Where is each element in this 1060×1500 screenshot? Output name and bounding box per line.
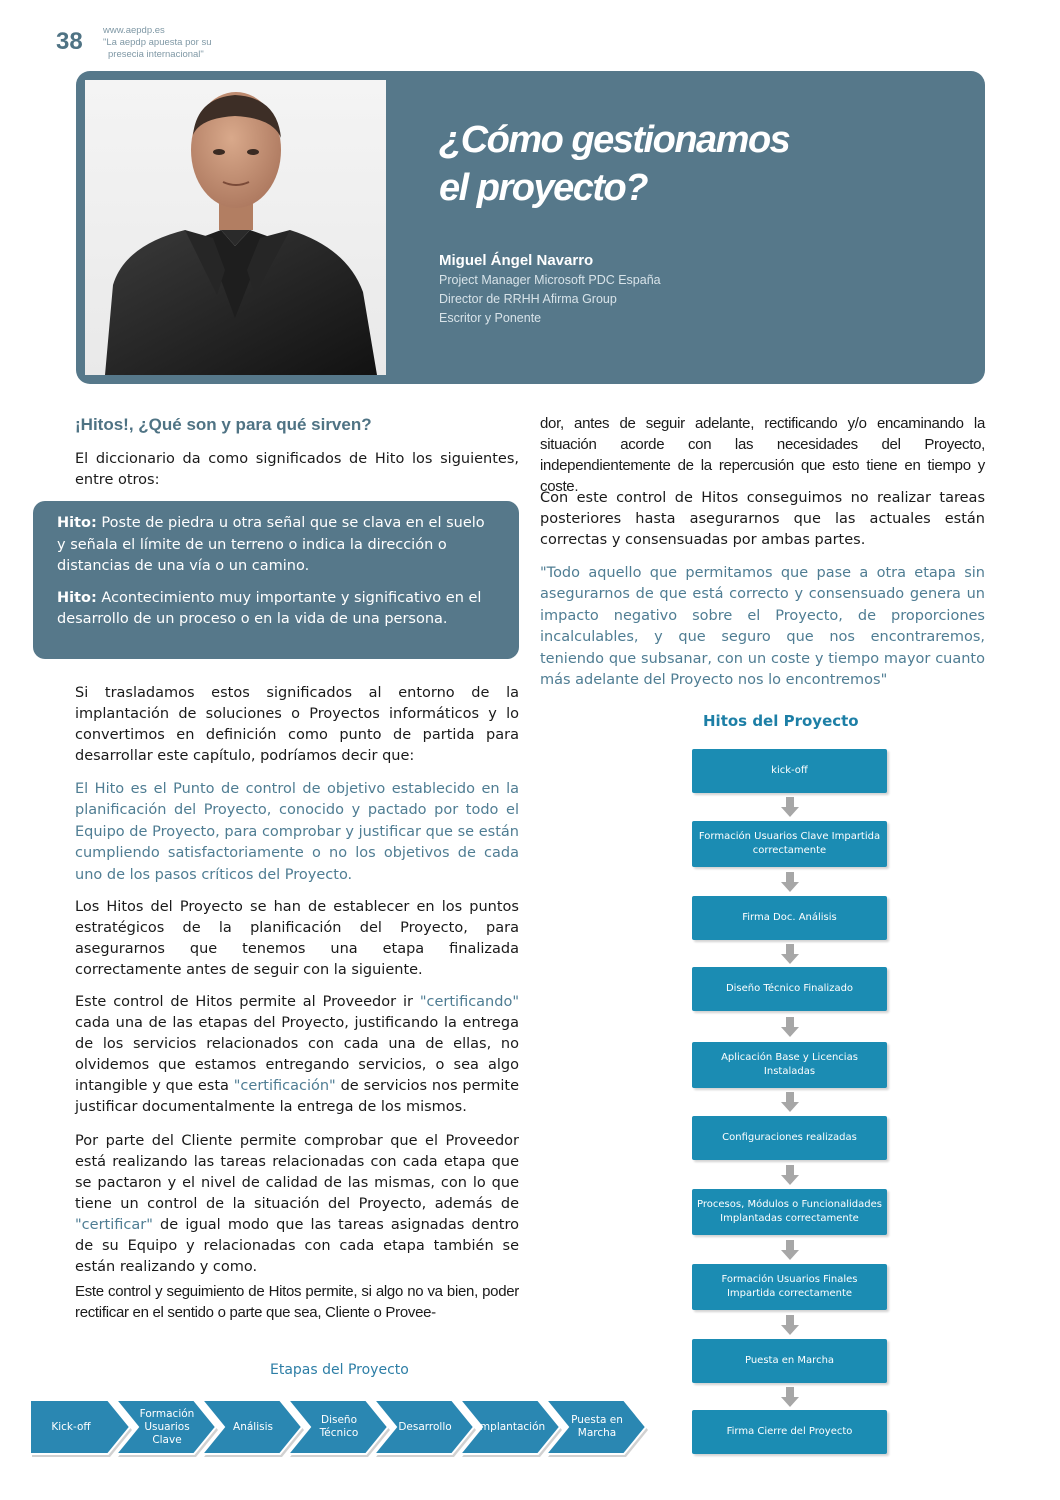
site-url[interactable]: www.aepdp.es: [103, 25, 165, 36]
flowchart-step: kick-off: [692, 749, 887, 793]
highlight-term: "certificando": [419, 994, 519, 1010]
paragraph-5: Este control y seguimiento de Hitos permite, si algo no va bien, poder rectificar en el sentido o parte que sea, Cliente o Provee-: [75, 1283, 519, 1321]
stage-label: [26, 1421, 116, 1434]
right-paragraph-1: dor, antes de seguir adelante, rectificando y/o encaminando la situación acorde con las necesidades del Proyecto, independientemente de la repercusión que esto tiene en tiempo y coste.: [540, 415, 985, 495]
down-arrow-icon: [780, 1387, 800, 1407]
flowchart-step: Firma Doc. Análisis: [692, 896, 887, 940]
definition-term: Hito:: [57, 589, 97, 606]
title-line-2: el proyecto?: [439, 167, 647, 209]
flowchart-step: Puesta en Marcha: [692, 1339, 887, 1383]
text-run: Por parte del Cliente permite comprobar que el Proveedor está realizando las tareas relacionadas con cada etapa que se pactaron y el nivel de calidad de las mismas, con lo que tiene un control de la situación del Proyecto, además de: [75, 1133, 519, 1212]
flowchart-step: Firma Cierre del Proyecto: [692, 1410, 887, 1454]
stages-title: Etapas del Proyecto: [270, 1362, 409, 1378]
stage-label-line: Usuarios: [144, 1420, 190, 1433]
stage-label: [294, 1414, 384, 1440]
stage-label-line: Formación: [139, 1407, 195, 1420]
definition-1: [57, 513, 495, 578]
header-meta: [103, 25, 212, 61]
article-title: [439, 116, 859, 212]
down-arrow-icon: [780, 944, 800, 964]
flowchart-step: Procesos, Módulos o Funcionalidades Implantadas correctamente: [692, 1189, 887, 1235]
stage-label: [208, 1421, 298, 1434]
down-arrow-icon: [780, 1017, 800, 1037]
flowchart-step: Aplicación Base y Licencias Instaladas: [692, 1042, 887, 1088]
highlight-quote-2: "Todo aquello que permitamos que pase a otra etapa sin asegurarnos de que está correcto y consensuado genera un impacto negativo sobre el Proyecto, de proporciones incalculables, y que seguro que nos encontraremos, teniendo que subsanar, con un coste y tiempo mayor cuanto más adelante del Proyecto nos lo encontremos": [540, 565, 985, 689]
down-arrow-icon: [780, 1315, 800, 1335]
definition-2: [57, 588, 495, 631]
stage-label-line: Análisis: [233, 1420, 273, 1433]
flowchart-title: Hitos del Proyecto: [703, 712, 859, 730]
author-role: Director de RRHH Afirma Group: [439, 292, 617, 306]
highlight-quote-1: El Hito es el Punto de control de objetivo establecido en la planificación del Proyecto, conocido y pactado por todo el Equipo de Proyecto, para comprobar y justificar que se están cumpliendo satisfactoriamente o no los objetivos de cada uno de los pasos críticos del Proyecto.: [75, 781, 519, 883]
flowchart-step: Formación Usuarios Finales Impartida correctamente: [692, 1264, 887, 1310]
hero-panel: [76, 71, 985, 384]
author-block: [439, 252, 661, 328]
stage-label-line: Kick-off: [51, 1420, 91, 1433]
stage-label-line: Implantación: [476, 1420, 546, 1433]
author-name: Miguel Ángel Navarro: [439, 252, 594, 269]
text-run: cada una de las etapas del Proyecto, justificando la entrega de los servicios relacionados con cada una de ellas, no olvidemos que estamos entregando servicios, o sea algo intangible y que esta: [75, 1015, 519, 1094]
paragraph-2: Los Hitos del Proyecto se han de establecer en los puntos estratégicos de la planificación del Proyecto, para asegurarnos que tenemos una etapa finalizada correctamente antes de seguir con la siguiente.: [75, 899, 519, 978]
author-photo: [85, 80, 386, 375]
tagline-line-2: presecia internacional": [108, 49, 204, 60]
down-arrow-icon: [780, 872, 800, 892]
definition-box: [33, 501, 519, 659]
down-arrow-icon: [780, 797, 800, 817]
text-run: Este control de Hitos permite al Proveedor ir: [75, 994, 420, 1010]
paragraph-1: Si trasladamos estos significados al entorno de la implantación de soluciones o Proyectos informáticos y lo convertimos en definición como punto de partida para desarrollar este capítulo, podríamos decir que:: [75, 685, 519, 764]
flowchart-step: Configuraciones realizadas: [692, 1116, 887, 1160]
section-heading: ¡Hitos!, ¿Qué son y para qué sirven?: [75, 415, 372, 434]
author-role: Project Manager Microsoft PDC España: [439, 273, 661, 287]
stage-label-line: Puesta en: [571, 1414, 623, 1426]
stage-label: [380, 1421, 470, 1434]
intro-paragraph: El diccionario da como significados de Hito los siguientes, entre otros:: [75, 451, 519, 488]
text-run: de igual modo que las tareas asignadas dentro de su Equipo y relacionadas con cada etapa también se están realizando y como.: [75, 1217, 519, 1275]
stage-label-line: Desarrollo: [398, 1420, 452, 1433]
stage-label: [466, 1421, 556, 1434]
down-arrow-icon: [780, 1240, 800, 1260]
right-paragraph-2: Con este control de Hitos conseguimos no realizar tareas posteriores hasta asegurarnos que las actuales están correctas y consensuadas por ambas partes.: [540, 490, 985, 548]
paragraph-3: [75, 992, 519, 1118]
flowchart-step: Diseño Técnico Finalizado: [692, 967, 887, 1011]
down-arrow-icon: [780, 1092, 800, 1112]
flowchart-step: Formación Usuarios Clave Impartida correctamente: [692, 821, 887, 867]
stage-label-line: Diseño: [320, 1414, 357, 1426]
paragraph-4: [75, 1131, 519, 1278]
author-role: Escritor y Ponente: [439, 311, 542, 325]
definition-term: Hito:: [57, 515, 97, 531]
text-run: de servicios nos permite justificar documentalmente la entrega de los mismos.: [75, 1078, 519, 1115]
tagline-line-1: "La aepdp apuesta por su: [103, 37, 212, 48]
page-number: 38: [56, 28, 83, 55]
stage-label: [122, 1408, 212, 1447]
definition-text: Poste de piedra u otra señal que se clava en el suelo y señala el límite de un terreno o indica la dirección o distancias de una vía o un camino.: [57, 515, 485, 574]
down-arrow-icon: [780, 1165, 800, 1185]
stage-label-line: Técnico: [319, 1427, 359, 1439]
highlight-term: "certificación": [233, 1078, 336, 1094]
stage-label-line: Marcha: [577, 1427, 617, 1439]
title-line-1: ¿Cómo gestionamos: [439, 119, 790, 161]
definition-text: Acontecimiento muy importante y significativo en el desarrollo de un proceso o en la vida de una persona.: [57, 589, 482, 627]
stage-label: [552, 1414, 642, 1440]
stage-label-line: Clave: [152, 1433, 182, 1446]
highlight-term: "certificar": [75, 1217, 153, 1233]
